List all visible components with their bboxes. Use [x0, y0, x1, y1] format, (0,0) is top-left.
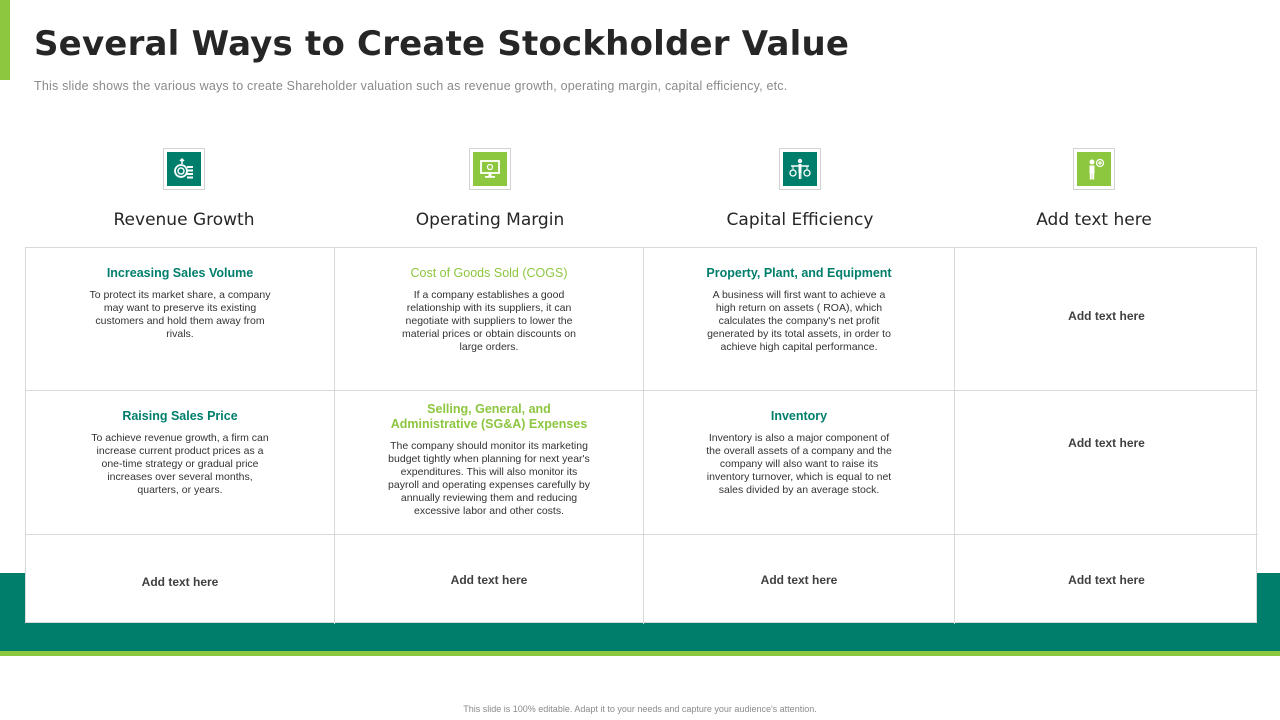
monitor-icon	[473, 152, 507, 186]
grid-cell	[644, 248, 955, 391]
grid-cell	[26, 248, 335, 391]
footer-note: This slide is 100% editable. Adapt it to your needs and capture your audience's attention.	[463, 704, 817, 714]
cell-heading: Increasing Sales Volume	[106, 266, 254, 280]
placeholder-text: Add text here	[1068, 436, 1145, 450]
placeholder-text: Add text here	[1068, 309, 1145, 323]
grid-cell	[335, 391, 644, 535]
column-title: Capital Efficiency	[726, 210, 874, 230]
column-title: Revenue Growth	[113, 210, 255, 230]
grid-cell	[26, 535, 335, 624]
accent-bar	[0, 0, 10, 80]
icon-frame	[1073, 148, 1115, 190]
green-band	[0, 651, 1280, 656]
cell-heading: Raising Sales Price	[122, 409, 238, 423]
person-add-icon	[1077, 152, 1111, 186]
cell-heading: Selling, General, and Administrative (SG&A) Expenses	[390, 402, 588, 431]
icon-frame	[469, 148, 511, 190]
cell-heading: Cost of Goods Sold (COGS)	[410, 266, 568, 280]
slide-subtitle: This slide shows the various ways to create Shareholder valuation such as revenue growth, operating margin, capital efficiency, etc.	[34, 79, 788, 93]
placeholder-text: Add text here	[450, 572, 528, 587]
icon-frame	[163, 148, 205, 190]
column-header-capital-efficiency	[650, 148, 950, 230]
grid-cell	[955, 391, 1258, 535]
cell-text: To achieve revenue growth, a firm can increase current product prices as a one-time strategy or gradual price increases over several months, quarters, or years.	[91, 432, 269, 496]
cell-text: A business will first want to achieve a high return on assets ( ROA), which calculates the company's net profit generated by its total assets, in order to achieve high capital performance.	[707, 289, 891, 353]
column-title: Add text here	[1036, 210, 1152, 230]
grid-cell	[644, 391, 955, 535]
value-grid	[25, 247, 1257, 623]
balance-person-icon	[783, 152, 817, 186]
column-header-revenue-growth	[34, 148, 334, 230]
placeholder-text: Add text here	[760, 572, 838, 587]
column-header-operating-margin	[340, 148, 640, 230]
grid-cell	[335, 535, 644, 624]
cell-text: Inventory is also a major component of the overall assets of a company and the company will also want to raise its inventory turnover, which is equal to net sales divided by an average stock.	[706, 432, 892, 496]
column-title: Operating Margin	[415, 210, 565, 230]
cell-text: If a company establishes a good relationship with its suppliers, it can negotiate with suppliers to lower the material prices or obtain discounts on large orders.	[402, 289, 576, 353]
coins-chart-icon	[167, 152, 201, 186]
grid-cell	[955, 535, 1258, 624]
icon-frame	[779, 148, 821, 190]
grid-cell	[955, 248, 1258, 391]
column-header-add-text	[944, 148, 1244, 230]
placeholder-text: Add text here	[1068, 572, 1145, 587]
cell-text: To protect its market share, a company may want to preserve its existing customers and hold them away from rivals.	[89, 289, 271, 340]
grid-cell	[335, 248, 644, 391]
cell-heading: Property, Plant, and Equipment	[706, 266, 892, 280]
grid-cell	[644, 535, 955, 624]
grid-cell	[26, 391, 335, 535]
cell-heading: Inventory	[770, 409, 828, 423]
placeholder-text: Add text here	[141, 574, 219, 589]
slide-title: Several Ways to Create Stockholder Value	[34, 24, 850, 64]
cell-text: The company should monitor its marketing budget tightly when planning for next year's expenditures. This will also monitor its payroll and operating expenses carefully by annually reviewing them and reducing excessive labor and other costs.	[388, 440, 590, 517]
